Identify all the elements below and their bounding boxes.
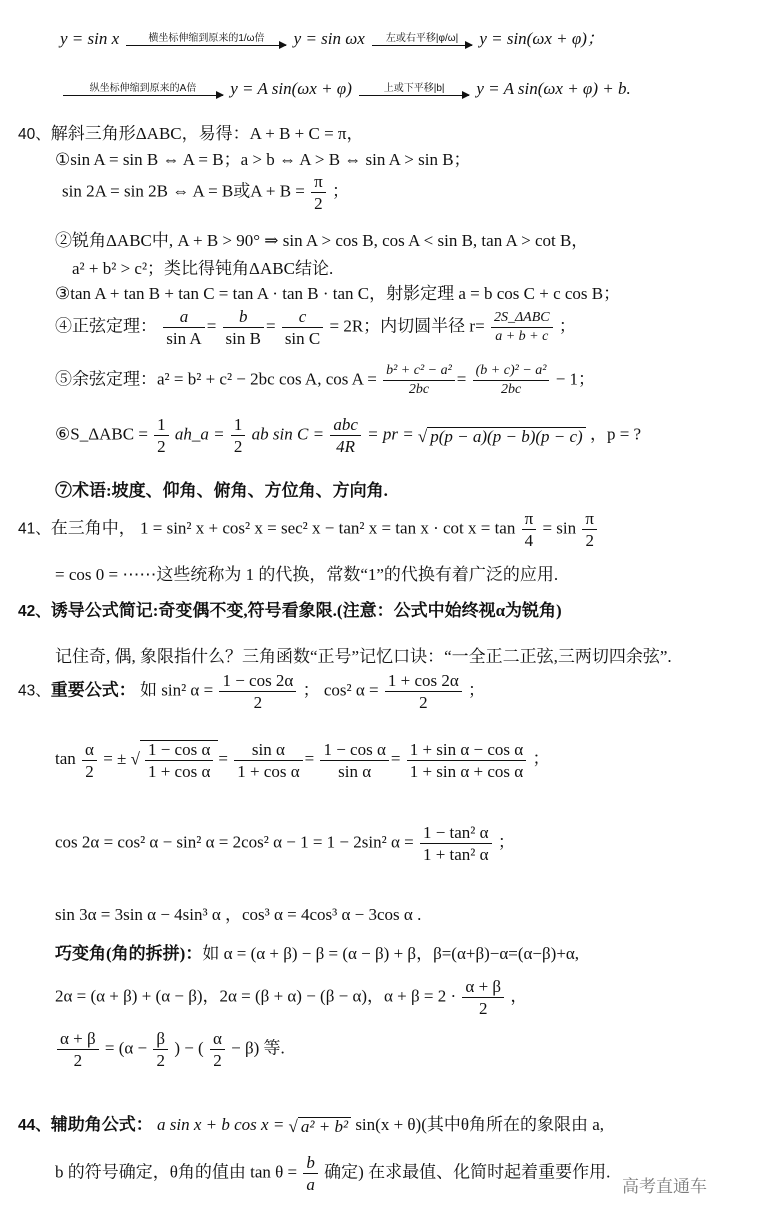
formula: y = sin ωx	[293, 29, 365, 48]
fraction: $\frac{\text{b² + c² − a²}}{2bc}$	[383, 364, 455, 397]
fraction: $\frac{\text{1 − cos α}}{\text{sin α}}$	[320, 741, 388, 780]
s40-item-2b: a² + b² > c²；类比得钝角ΔABC结论.	[72, 259, 334, 278]
transform-line-1	[60, 30, 604, 47]
transform-arrow	[359, 84, 469, 96]
fraction: $\frac{a}{\text{sin A}}$	[163, 308, 204, 347]
transform-arrow	[372, 34, 472, 46]
transform-line-2	[60, 80, 631, 97]
section-40-title	[18, 125, 364, 143]
s40-item-7: ⑦术语:坡度、仰角、俯角、方位角、方向角.	[55, 481, 388, 500]
s41-line-2: = cos 0 = ⋯⋯这些统称为 1 的代换，常数“1”的代换有着广泛的应用.	[55, 565, 559, 584]
arrow-label: 纵坐标伸缩到原来的A倍	[89, 83, 197, 95]
section-title: 诱导公式简记:奇变偶不变,符号看象限.(注意：公式中始终视α为锐角)	[50, 601, 562, 620]
fraction: $\frac{\beta}{2}$	[153, 1030, 168, 1069]
s43-angle-split-1: 巧变角(角的拆拼)：如 α = (α + β) − β = (α − β) + β，β=(α+β)−α=(α−β)+α,	[55, 944, 580, 963]
s43-cos-double: cos 2α = cos² α − sin² α = 2cos² α − 1 = 1 − 2sin² α = $\frac{\text{1 − tan² α}}{\text{1 + tan² α}}$ ；	[55, 823, 515, 864]
section-number: 43、	[18, 682, 51, 700]
s40-item-2: ②锐角ΔABC中, A + B > 90° ⇒ sin A > cos B, cos A < sin B, tan A > cot B，	[55, 231, 589, 250]
fraction: $\frac{\text{1 + sin α − cos α}}{\text{1 + sin α + cos α}}$	[407, 741, 527, 780]
section-number: 44、	[18, 1117, 51, 1134]
fraction: $\frac{\pi}{2}$	[582, 510, 597, 549]
formula: y = A sin(ωx + φ)	[230, 79, 352, 98]
fraction: $\frac{1}{2}$	[231, 416, 246, 455]
s40-item-1: ①sin A = sin B ⇔ A = B；a > b ⇔ A > B ⇔ sin A > sin B；	[55, 150, 471, 169]
square-root: √ $\frac{\text{1 − cos α}}{\text{1 + cos α}}$	[131, 740, 219, 780]
fraction: $\frac{1 + \cos 2\alpha}{2}$	[385, 672, 462, 711]
fraction: $\frac{\alpha}{2}$	[82, 741, 97, 780]
s43-triple: sin 3α = 3sin α − 4sin³ α ，cos³ α = 4cos³ α − 3cos α .	[55, 905, 422, 924]
fraction: $\frac{\pi}{2}$	[311, 173, 326, 212]
s42-line-2: 记住奇, 偶, 象限指什么？三角函数“正号”记忆口诀：“一全正二正弦,三两切四余弦”.	[55, 647, 672, 666]
s40-item-6: ⑥S_ΔABC = $\frac{1}{2}$ ah_a = $\frac{1}{2}$ ab sin C = $\frac{\text{abc}}{4R}$ = pr = √ p(p − a)(p − b)(p − c) ，p = ?	[55, 415, 642, 456]
section-number: 41、	[18, 520, 51, 538]
section-number: 40、	[18, 126, 51, 143]
s40-item-4: ④正弦定理： $\frac{a}{\text{sin A}}$ = $\frac{b}{\text{sin B}}$ = $\frac{c}{\text{sin C}}$ = 2R；内切圆半径 r= $\frac{\text{2S\_ΔABC}}{a + b + c}$ ；	[55, 307, 576, 348]
s44-line-2: b 的符号确定，θ角的值由 tan θ = $\frac{b}{a}$ 确定) 在求最值、化简时起着重要作用.	[55, 1153, 611, 1194]
fraction: $\frac{\text{1 − cos α}}{\text{1 + cos α}}$	[145, 741, 213, 780]
section-title: 重要公式：	[50, 680, 136, 700]
transform-arrow	[63, 84, 223, 96]
fraction: $\frac{b}{\text{sin B}}$	[223, 308, 264, 347]
fraction: $\frac{b}{a}$	[303, 1154, 318, 1193]
fraction: $\frac{1 - \cos 2\alpha}{2}$	[219, 672, 296, 711]
s43-angle-split-2: 2α = (α + β) + (α − β)，2α = (β + α) − (β − α)，α + β = 2 · $\frac{\alpha + \beta}{2}$ ，	[55, 977, 528, 1018]
s43-angle-split-3: $\frac{\alpha + \beta}{2}$ = (α − $\frac{\beta}{2}$ ) − ( $\frac{\alpha}{2}$ − β) 等.	[55, 1030, 285, 1069]
section-title: 解斜三角形ΔABC，易得：A + B + C = π，	[50, 124, 364, 143]
fraction: $\frac{\text{2S\_ΔABC}}{a + b + c}$	[491, 311, 553, 344]
watermark: 高考直通车	[622, 1177, 707, 1197]
fraction: $\frac{\text{sin α}}{\text{1 + cos α}}$	[234, 741, 302, 780]
section-title: 辅助角公式：	[50, 1115, 153, 1134]
formula: y = sin(ωx + φ)；	[479, 29, 604, 48]
fraction: $\frac{\alpha + \beta}{2}$	[462, 978, 504, 1017]
section-41: 41、在三角中， 1 = sin² x + cos² x = sec² x − tan² x = tan x · cot x = tan $\frac{\pi}{4}$ = sin $\frac{\pi}{2}$	[18, 510, 599, 549]
section-42-title	[18, 602, 562, 620]
section-43-line-1: 43、重要公式： 如 sin² α = $\frac{1 - \cos 2\alpha}{2}$ ； cos² α = $\frac{1 + \cos 2\alpha}{2}$ ；	[18, 671, 486, 712]
square-root: √ p(p − a)(p − b)(p − c)	[418, 427, 586, 445]
formula: y = sin x	[60, 29, 120, 48]
fraction: $\frac{1}{2}$	[154, 416, 169, 455]
fraction: $\frac{\alpha}{2}$	[210, 1030, 225, 1069]
square-root: √ a² + b²	[289, 1117, 352, 1135]
arrow-label: 横坐标伸缩到原来的1/ω倍	[148, 33, 265, 45]
fraction: $\frac{\text{1 − tan² α}}{\text{1 + tan² α}}$	[420, 824, 492, 863]
fraction: $\frac{\alpha + \beta}{2}$	[57, 1030, 99, 1069]
fraction: $\frac{\pi}{4}$	[522, 510, 537, 549]
arrow-label: 上或下平移|b|	[383, 83, 445, 95]
fraction: $\frac{\text{(b + c)² − a²}}{2bc}$	[473, 364, 550, 397]
s40-item-5: ⑤余弦定理：a² = b² + c² − 2bc cos A, cos A = $\frac{\text{b² + c² − a²}}{2bc}$ = $\frac{\text{(b + c)² − a²}}{2bc}$ − 1；	[55, 363, 596, 397]
formula: y = A sin(ωx + φ) + b.	[476, 79, 631, 98]
s40-item-3: ③tan A + tan B + tan C = tan A · tan B · tan C，射影定理 a = b cos C + c cos B；	[55, 284, 621, 303]
fraction: $\frac{c}{\text{sin C}}$	[282, 308, 323, 347]
s43-tan-half: tan $\frac{\alpha}{2}$ = ± √ $\frac{\text{1 − cos α}}{\text{1 + cos α}}$ = $\frac{\text{sin α}}{\text{1 + cos α}}$ = $\frac{\text{1 − cos α}}{\text{sin α}}$ = $\frac{\text{1 + sin α − cos α}}{\text{1 + sin α + cos α}}$ ；	[55, 739, 550, 781]
fraction: $\frac{\text{abc}}{4R}$	[330, 416, 361, 455]
section-44-line-1: 44、辅助角公式： a sin x + b cos x = √ a² + b² sin(x + θ)(其中θ角所在的象限由 a,	[18, 1115, 605, 1137]
arrow-label: 左或右平移|φ/ω|	[385, 33, 459, 45]
transform-arrow	[126, 34, 286, 46]
section-number: 42、	[18, 603, 51, 620]
s40-item-1b: sin 2A = sin 2B ⇔ A = B或A + B = $\frac{\pi}{2}$ ；	[62, 172, 349, 213]
